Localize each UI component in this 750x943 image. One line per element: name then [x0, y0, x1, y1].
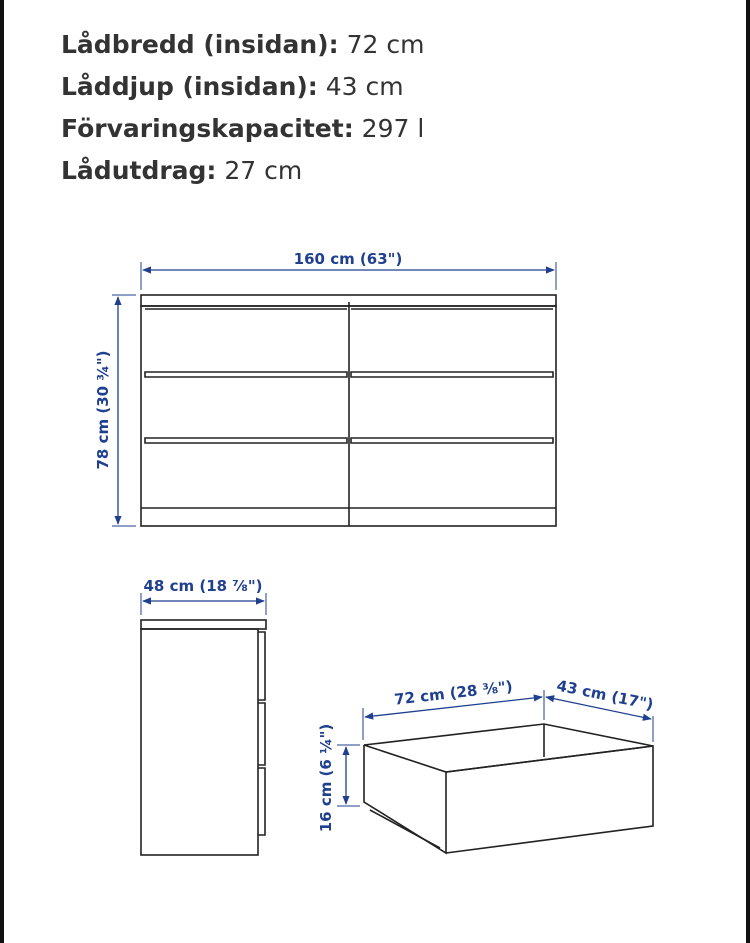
spec-label: Lådutdrag: [61, 156, 217, 185]
spec-label: Förvaringskapacitet: [61, 114, 354, 143]
drawer-height-label: 16 cm (6 ¼") [317, 723, 335, 833]
width-dimension [141, 250, 556, 290]
height-dimension [94, 295, 136, 526]
spec-label: Låddjup (insidan): [61, 72, 318, 101]
drawer-front-panel [446, 746, 653, 853]
side-body [141, 629, 258, 855]
side-top [141, 620, 266, 629]
front-view [141, 295, 556, 526]
drawer-depth-label: 43 cm (17") [555, 676, 655, 714]
drawer-bottom-edge [370, 810, 440, 848]
drawer-depth-dimension [546, 676, 655, 742]
spec-label: Lådbredd (insidan): [61, 30, 339, 59]
spec-value: 43 cm [325, 72, 404, 101]
height-label: 78 cm (30 ¾") [94, 350, 112, 470]
drawer-view [364, 724, 653, 853]
drawer-height-dimension [317, 724, 360, 833]
drawer-width-dimension [363, 677, 544, 740]
width-label: 160 cm (63") [293, 250, 403, 268]
side-drawer-1 [258, 632, 265, 700]
drawer-width-label: 72 cm (28 ⅜") [393, 677, 514, 709]
side-drawer-2 [258, 703, 265, 765]
depth-label: 48 cm (18 ⅞") [143, 577, 263, 595]
spec-value: 297 l [361, 114, 425, 143]
spec-value: 27 cm [224, 156, 303, 185]
spec-value: 72 cm [346, 30, 425, 59]
drawer-left-side [364, 745, 446, 853]
depth-dimension [141, 577, 266, 615]
side-drawer-3 [258, 768, 265, 835]
side-view [141, 620, 266, 855]
